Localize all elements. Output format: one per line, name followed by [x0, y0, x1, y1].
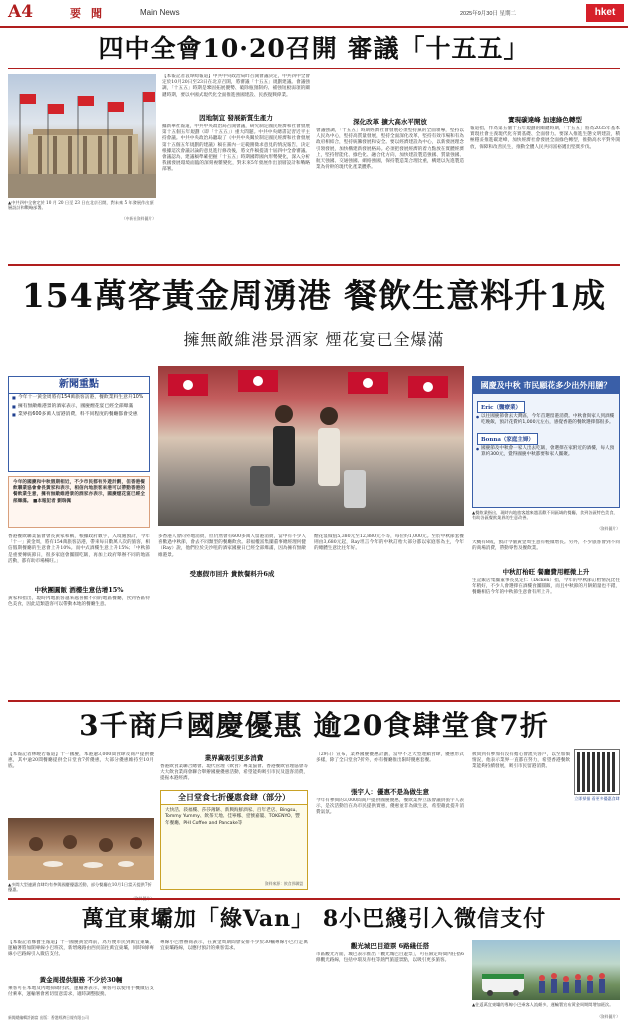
highlights-title: 新聞重點: [9, 377, 149, 394]
story1-subhead3: 實現碳達峰 加速綠色轉型: [508, 116, 582, 124]
highlight-item: ■ 今年十一黃金周將有154萬旅客訪港，餐飲業料生意升10%: [9, 394, 149, 403]
story4-subhead1: 黃金周提供服務 不少於30輛: [39, 976, 123, 984]
qr-code-icon[interactable]: [575, 750, 619, 794]
table-title: 全日堂食七折優惠食肆（部分）: [161, 791, 307, 805]
travellers-luggage-icon: [158, 366, 464, 526]
story1-column1: [162, 74, 310, 258]
story4-column3: [316, 940, 464, 1014]
story3-body2: （29日）宣布，業界國慶優惠計劃，當中不乏大型連鎖食肆，優惠形式多樣，除了全日堂食7折外，亦有餐廳推出限時優惠套餐。: [316, 752, 464, 764]
page-number: A4: [8, 2, 34, 22]
minibus-queue-icon: [472, 940, 620, 1000]
story1-photo-caption: ▲中共四中全會定於 10 月 20 日至 23 日在北京召開，對未來 5 年發展作出頂層設計和戰略部署。: [8, 200, 154, 211]
interviewee-name: Eric（醫療業）: [477, 401, 525, 413]
story2-subhead1: 中秋團圓飯 酒樓生意估增15%: [34, 586, 124, 594]
interviewee-quote: ● 國慶節及中秋會一家人出去吃飯，會選擇在家附近的酒樓，每人預算約300元，覺得國慶中秋都要和家人團聚。: [473, 446, 619, 458]
story2-column4: [472, 540, 620, 630]
story1-body2-cont: [470, 74, 620, 114]
story1-subhead1: 因地制宜 發展新質生產力: [199, 114, 273, 122]
story1-body1-cont: [316, 74, 464, 116]
story3-body4: 被問到有參加有沒有擔心會流失客戶，以至加價情況，他表示業界一直都在努力，希望香港餐飲業能夠持續發展，吸引市民留港消費。: [472, 752, 570, 770]
divider: [8, 700, 620, 702]
divider: [8, 264, 620, 266]
story4-lead: 【本報記者鄭寶生報道】十一國慶黃金周前，為方便市民到萬宜東壩，運輸署將加開專線小巴班次，新增綫路由西貢前往萬宜東壩，同時8條專線小巴路線引入微信支付。: [8, 940, 154, 958]
story2-subhead2: 受惠假市回升 貴飲餐料升6成: [189, 570, 275, 578]
interviewee-name: Bonna（家庭主婦）: [477, 433, 538, 445]
story1-body1: 據新華社報道，中共中央政治局召開會議，研究制定國民經濟和社會發展第十五個五年規劃（即「十五五」）重大問題。中共中央總書記習近平主持會議。中共中央政治局聽取了《中共中央關於制定國民經濟和社會發展第十五個五年規劃的建議》稿在黨內一定範圍徵求意見的情況報告，決定根據這次會議討論的意見進行修改後，將文件稿提請十屆四中全會審議。會議認為，建議稿準確把握「十五五」時期國際國內形勢變化，深入分析我國發展環境面臨的深刻複雜變化，對未來5年發展作出頂層設計和戰略部署。: [162, 124, 310, 173]
story2-photo: [158, 366, 464, 526]
story4-body1: 乘客可在本地及內地掃碼付款，運輸署表示，乘客可以使用手機微信支付乘車，運輸署會密切留意需求，適時調整服務。: [8, 986, 154, 998]
story2-photo-credit: （資料圖片）: [597, 526, 620, 531]
story4-photo-credit: （資料圖片）: [597, 1014, 620, 1019]
interviewee-quote: ● 以往國慶節會去大灣區，今年首選留港消費。中秋會與家人到酒樓吃晚飯，預計花費約1,000元左右，感覺香港的餐飲選擇都很多。: [473, 414, 619, 426]
story1-column3: [470, 74, 620, 258]
qr-code-label: 立即掃描 看更多優惠食肆: [574, 796, 620, 801]
issue-date: 2025年9月30日 星期二: [460, 11, 516, 17]
story2-body5: 大概有8成，預計今個黃金周生意有輕微增長。另外，不少旅客會到不同的商場消費，帶動零售及餐飲業。: [472, 540, 620, 552]
story2-column1: [8, 534, 150, 734]
story2-body1: 香港餐飲聯業協會會長黃家和稱，根據政府數字，入境處預計，今年「十一」黃金周，將有154萬旅客訪港，帶來每日數萬人次的旅客，相信假期餐廳的生意會上升10%。而中式酒樓生意上升15%；「中秋節是重要傳統節日，很多家庭會團圓吃飯，再加上政府舉辦不同的地區活動，都有助市場暢旺。」: [8, 534, 150, 564]
story3-body3: 今年有參與的3,000間商戶提供國慶優惠，餐飲業界立法會議員張宇人表示，是次活動旨在為市民提供實惠，優惠並非為做生意，希望藉此提升消費氣氛。: [316, 798, 464, 816]
page-footer: 新聞總編輯許錦富 出版：香港經濟日報有限公司: [8, 1015, 89, 1020]
story3-lead: 【本報記者林曉若報道】十一國慶，本港逾3,000間食肆及商戶提供優惠，其中逾20間餐廳提供全日堂食7折優惠，大部分優惠維持至10月底。: [8, 752, 154, 770]
story2-intro-box: 今年的國慶和中秋假期相近，不少市民都有外遊計劃，但香港餐飲聯業協會會長黃家和表示，相信內地旅客來港可以帶動香港的餐飲業生意，擁有無敵維港景的酒家亦表示，國慶煙花宴已經全部爆滿。 ■本報記者 劉瑞佩: [8, 476, 150, 528]
story2-body4: 煙花宴價值5,380元至12,880元不等，每位約1,000元。至於中秋節套餐則由3,680元起，Ray坦言今年的中秋訂枱大部分都以家庭客為主，今年的總體生意比往年好。: [314, 534, 464, 552]
story3-photo: [8, 818, 154, 880]
story2-photo-caption: ▲餐飲業指出，現時內地旅客越來越喜歡不同區域的餐廳，食到各區特色美食，有助各區餐飲業界的生意改善。: [472, 510, 618, 521]
table-source: 資料來源：飲食界聯盟: [265, 881, 303, 886]
table-body: 大快活、敍福樓、莎莎薄餅、新興海鮮酒家、百年老店、Bingsu、Tommy Yummy、飲茶天地、佳寧娜、壹號嘉閣、TOKENYO、豐年餐廳、PHI Coffee and Pancake等: [165, 808, 301, 826]
story1-body3: 報道指，作為第五個十五年規劃的關鍵時期，「十五五」將為2035年基本實現社會主義現代化夯實基礎、全面發力。要深入推進生態文明建設，積極穩妥推進碳達峰，加快經濟社會發展全面綠色轉型，推動高水平對外開放，保障和改善民生，推動全體人民共同富裕邁出堅實步伐。: [470, 126, 620, 150]
story4-body2: 專線小巴營辦商表示，在黃金周期間會安排不少於30輛專線小巴行走萬宜東壩路線，以應付預計的乘客需求。: [160, 940, 308, 952]
news-highlights-box: [8, 376, 150, 472]
highlight-item: ■ 擁有無敵維港景的酒家表示，國慶煙花宴已經全部爆滿: [9, 403, 149, 412]
story3-subhead2: 張宇人：優惠不是為做生意: [351, 788, 429, 796]
highlight-item: ■ 業界指600多萬人留港消費，料不同程度的餐廳都會受惠: [9, 411, 149, 420]
story1-column2: [316, 74, 464, 258]
story2-body6: 生記飯店集團董事長莫定仁（Dicken）指，今年的中秋節訂枱情況比往年稍好，不少人會選擇在酒樓食團圓飯，而且中秋節的月餅銷量也不錯，餐廳相信今年的中秋節生意會有所上升。: [472, 578, 620, 596]
story4-column1: [8, 940, 154, 1014]
story1-subhead2: 深化改革 擴大高水平開放: [353, 118, 427, 126]
story2-body3-cont: [158, 580, 306, 640]
divider: [8, 898, 620, 900]
story4-body3: 市區觀光方面，城巴表示推出「觀光城巴目遊票」，可在限定時間內任搭6條觀光路線，包括中環及赤柱等熱門旅遊景點，以吸引更多旅客。: [316, 952, 464, 964]
hket-logo: hket: [586, 4, 624, 22]
story1-headline: 四中全會10·20召開 審議「十五五」: [98, 34, 530, 63]
story3-photo-caption: ▲多間大型連鎖食肆均有參與國慶優惠活動，部分餐廳在10月1日當天提供7折優惠。: [8, 882, 152, 893]
section-title: 要聞: [70, 7, 112, 20]
story2-body2: 黃家和指出，現時內地旅客越來越喜歡不同的地區餐廳，食到各區特色美食，因此這類遊客可以帶動本地的餐廳生意。: [8, 596, 150, 608]
story1-photo-credit: （中新社資料圖片）: [121, 216, 156, 221]
story3-column2-top: [160, 752, 308, 788]
story2-subhead: 擁無敵維港景酒家 煙花宴已全爆滿: [183, 330, 445, 349]
divider: [8, 68, 620, 69]
story3-column4: [472, 752, 570, 892]
story1-photo: [8, 74, 156, 198]
section-title-en: Main News: [140, 8, 180, 17]
story4-photo: [472, 940, 620, 1000]
story2-subhead3: 中秋訂枱旺 餐廳費用輕微上升: [502, 568, 590, 576]
story2-column3: [314, 534, 464, 734]
story3-body1: 香港飲食業聯合總會、現代管理（飲食）專業協會、香港餐飲管理協會等大大飲食業商會聯合舉辦國慶優惠活動，希望能夠吸引市民及遊客消費，提振本港經濟。: [160, 764, 308, 782]
story3-column3: [316, 752, 464, 892]
story4-photo-caption: ▲往返萬宜東壩的專線小巴乘客人流頗多，運輸署宣布黃金周期間增加班次。: [472, 1002, 614, 1007]
survey-box: [472, 376, 620, 508]
page-header: [0, 0, 628, 28]
flags-building-icon: [8, 74, 156, 198]
survey-title: 國慶及中秋 市民願花多少出外用膳？: [473, 377, 619, 394]
story4-headline: 萬宜東壩加「綠Van」 8小巴綫引入微信支付: [81, 906, 547, 932]
restaurant-diners-icon: [8, 818, 154, 880]
story2-column2: [158, 534, 306, 734]
story3-headline: 3千商戶國慶優惠 逾20食肆堂食7折: [79, 709, 549, 742]
story1-body2: 會議強調，「十五五」時期經濟社會發展必須堅持黨的全面領導，堅持以人民為中心，堅持高質量發展，堅持全面深化改革，堅持有效市場和有為政府相結合，堅持統籌發展和安全。要以經濟建設為中心，以新發展理念引領發展，加快構建新發展格局。必須把發展經濟的着力點放在實體經濟上，堅持智能化、綠色化、融合化方向，加快建設製造強國、質量強國、航天強國、交通強國、網絡強國，保持製造業合理比重，構建以先進製造業為骨幹的現代化產業體系。: [316, 128, 464, 171]
story3-subhead1: 業界冀吸引更多消費: [204, 754, 264, 762]
story2-headline: 154萬客黃金周湧港 餐飲生意料升1成: [21, 276, 607, 315]
story2-body3: 多香港人會向外地消費，但仍然會有600多萬人留港消費，當中有不少人喜歡過中秋節，會去不同類型的餐廳飲食。彩福權富集團董事總經理何健（Ray）說，他們位於尖沙咀的酒家國慶日已經全部爆滿，因為擁有無敵維港景。: [158, 534, 306, 558]
story1-lead: 【本報記者袁瑋綺報道】中共中央政治局昨召開會議決定，中共四中全會定於10月20日至23日在北京召開，將審議「十五五」規劃建議。會議強調，「十五五」時期是鞏固拓展優勢、破除瓶頸制約、補強短板弱項的關鍵時期，要以中國式現代化全面推進強國建設、民族復興偉業。: [162, 74, 310, 98]
story4-subhead2: 觀光城巴目遊票 6路綫任搭: [350, 942, 430, 950]
story4-column2: [160, 940, 308, 1014]
discount-restaurants-table: [160, 790, 308, 890]
